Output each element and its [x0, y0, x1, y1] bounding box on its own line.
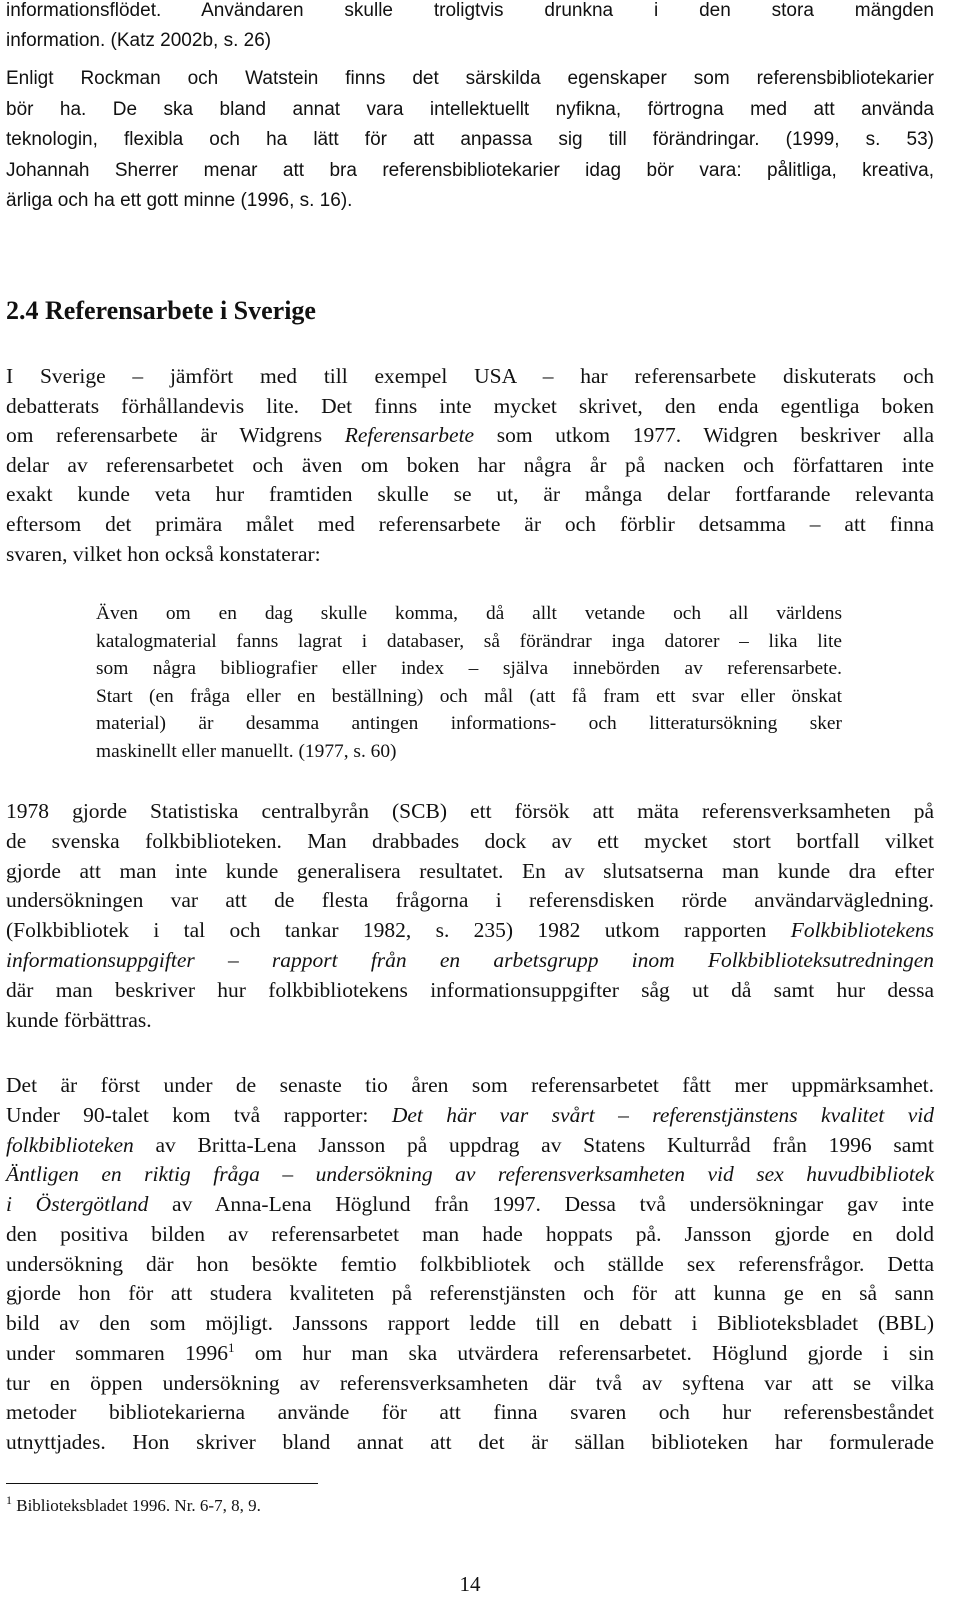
text-line: eftersom det primära målet med referensarbete är och förblir detsamma – att finna	[6, 511, 934, 536]
footnote-text: Biblioteksbladet 1996. Nr. 6-7, 8, 9.	[12, 1496, 261, 1515]
text-line: teknologin, flexibla och ha lätt för att anpassa sig till förändringar. (1999, s. 53)	[6, 129, 934, 150]
text-line: där man beskriver hur folkbibliotekens informationsuppgifter såg ut då samt hur dessa	[6, 977, 934, 1002]
text-line: undersökningen var att de flesta frågorna i referensdisken rörde användarvägledning.	[6, 888, 934, 913]
text-line: ärliga och ha ett gott minne (1996, s. 16).	[6, 190, 353, 211]
report-title: Äntligen en riktig fråga – undersökning av referensverksamheten vid sex huvudbibliotek	[6, 1162, 934, 1187]
text-line: som några bibliografier eller index – själva innebörden av referensarbete.	[96, 658, 842, 680]
text-line: undersökning där hon besökte femtio folkbibliotek och ställde sex referensfrågor. Detta	[6, 1251, 934, 1276]
text-line: i Östergötland av Anna-Lena Höglund från 1997. Dessa två undersökningar gav inte	[6, 1192, 934, 1216]
block-quote	[96, 600, 842, 766]
text-line: exakt kunde veta hur framtiden skulle se ut, är många delar fortfarande relevanta	[6, 482, 934, 507]
paragraph-1	[6, 0, 934, 56]
text-line: maskinellt eller manuellt. (1977, s. 60)	[96, 740, 397, 762]
report-title: Det här var svårt – referenstjänstens kvalitet vid	[391, 1102, 934, 1127]
text-line: tur en öppen undersökning av referensverksamheten där två av syftena var att se vilka	[6, 1370, 934, 1395]
report-title: informationsuppgifter – rapport från en arbetsgrupp inom Folkbiblioteksutredningen	[6, 947, 934, 972]
text-line: I Sverige – jämfört med till exempel USA – har referensarbete diskuterats och	[6, 364, 934, 388]
footnote	[6, 1493, 261, 1516]
text-line: material) är desamma antingen informations- och litteratursökning sker	[96, 713, 842, 735]
text-line: Start (en fråga eller en beställning) och mål (att få fram ett svar eller önskat	[96, 685, 842, 707]
text-line: Johannah Sherrer menar att bra referensbibliotekarier idag bör vara: pålitliga, kreativa,	[6, 159, 934, 181]
footnote-divider	[6, 1483, 318, 1484]
text-line: bör ha. De ska bland annat vara intellektuellt nyfikna, förtrogna med att använda	[6, 98, 934, 120]
paragraph-4	[6, 797, 934, 1035]
report-title: folkbiblioteken	[6, 1132, 134, 1157]
text-line: informationsflödet. Användaren skulle troligtvis drunkna i den stora mängden	[6, 0, 934, 21]
report-title: Folkbibliotekens	[790, 918, 934, 943]
text-line: utnyttjades. Hon skriver bland annat att det är sällan biblioteken har formulerade	[6, 1430, 934, 1454]
text-line: metoder bibliotekarierna använde för att finna svaren och hur referensbeståndet	[6, 1400, 934, 1425]
text-line: de svenska folkbiblioteken. Man drabbades dock av ett mycket stort bortfall vilket	[6, 828, 934, 853]
page-number: 14	[459, 1572, 481, 1596]
text-line: bild av den som möjligt. Janssons rapport ledde till en debatt i Biblioteksbladet (BBL)	[6, 1311, 934, 1335]
paragraph-3	[6, 362, 934, 569]
text-line: katalogmaterial fanns lagrat i databaser, så förändrar inga datorer – lika lite	[96, 630, 842, 652]
text-line	[6, 1160, 934, 1190]
text-line	[6, 946, 934, 976]
report-title: i Östergötland	[6, 1192, 149, 1216]
section-heading: 2.4 Referensarbete i Sverige	[6, 296, 316, 325]
paragraph-5	[6, 1071, 934, 1458]
text-line: (Folkbibliotek i tal och tankar 1982, s. 235) 1982 utkom rapporten Folkbibliotekens	[6, 918, 934, 943]
text-line: kunde förbättras.	[6, 1007, 152, 1032]
text-line: Även om en dag skulle komma, då allt vetande och all världens	[96, 603, 842, 624]
text-line: gjorde att man inte kunde generalisera resultatet. En av slutsatserna man kunde dra efter	[6, 858, 934, 883]
text-line: gjorde hon för att studera kvaliteten på referenstjänsten och för att kunna ge en så sann	[6, 1281, 934, 1306]
text-line: om referensarbete är Widgrens Referensarbete som utkom 1977. Widgren beskriver alla	[6, 423, 934, 448]
text-line: Under 90-talet kom två rapporter: Det här var svårt – referenstjänstens kvalitet vid	[6, 1102, 934, 1127]
book-title: Referensarbete	[344, 423, 475, 448]
paragraph-2	[6, 64, 934, 217]
text-line: under sommaren 1996$^1$ om hur man ska utvärdera referensarbetet. Höglund gjorde i sin	[6, 1339, 934, 1365]
footnote-marker: 1	[6, 1493, 12, 1507]
text-line: Enligt Rockman och Watstein finns det särskilda egenskaper som referensbibliotekarier	[6, 68, 934, 89]
text-line: Det är först under de senaste tio åren som referensarbetet fått mer uppmärksamhet.	[6, 1073, 934, 1097]
footnote-reference[interactable]: 1	[227, 1339, 235, 1355]
text-line: den positiva bilden av referensarbetet man hade hoppats på. Jansson gjorde en dold	[6, 1221, 934, 1246]
text-line: 1978 gjorde Statistiska centralbyrån (SCB) ett försök att mäta referensverksamheten på	[6, 799, 934, 823]
text-line: information. (Katz 2002b, s. 26)	[6, 30, 272, 51]
text-line: debatterats förhållandevis lite. Det finns inte mycket skrivet, den enda egentliga boken	[6, 393, 934, 418]
text-line: svaren, vilket hon också konstaterar:	[6, 541, 321, 566]
text-line: delar av referensarbetet och även om boken har några år på nacken och författaren inte	[6, 452, 934, 477]
text-line: folkbiblioteken av Britta-Lena Jansson på uppdrag av Statens Kulturråd från 1996 samt	[6, 1132, 934, 1157]
